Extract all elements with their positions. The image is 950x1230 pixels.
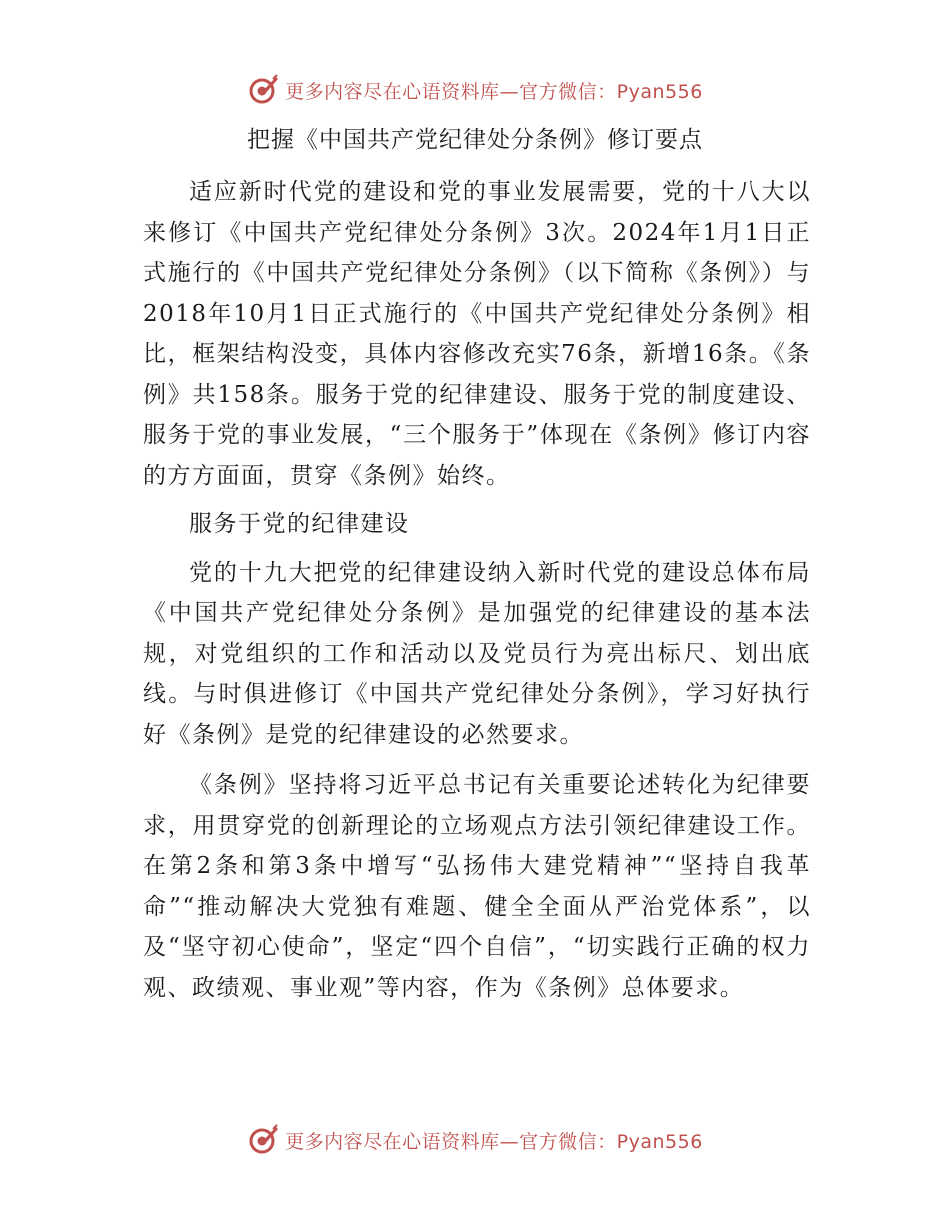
- document-body: [143, 172, 811, 1008]
- header-watermark-banner: [0, 70, 950, 110]
- quill-logo-icon: [247, 73, 281, 107]
- paragraph-discipline: 党的十九大把党的纪律建设纳入新时代党的建设总体布局《中国共产党纪律处分条例》是加强党的纪律建设的基本法规，对党组织的工作和活动以及党员行为亮出标尺、划出底线。与时俱进修订《中国共产党纪律处分条例》，学习好执行好《条例》是党的纪律建设的必然要求。: [143, 559, 811, 748]
- footer-watermark-banner: [0, 1120, 950, 1160]
- watermark-text: 更多内容尽在心语资料库—官方微信：Pyan556: [285, 1130, 703, 1153]
- watermark-text: 更多内容尽在心语资料库—官方微信：Pyan556: [285, 80, 703, 103]
- document-title: 把握《中国共产党纪律处分条例》修订要点: [247, 127, 703, 153]
- paragraph-intro: 适应新时代党的建设和党的事业发展需要，党的十八大以来修订《中国共产党纪律处分条例》3次。2024年1月1日正式施行的《中国共产党纪律处分条例》（以下简称《条例》）与2018年10月1日正式施行的《中国共产党纪律处分条例》相比，框架结构没变，具体内容修改充实76条，新增16条。《条例》共158条。服务于党的纪律建设、服务于党的制度建设、服务于党的事业发展，“三个服务于”体现在《条例》修订内容的方方面面，贯穿《条例》始终。: [143, 179, 811, 489]
- paragraph-requirements: 《条例》坚持将习近平总书记有关重要论述转化为纪律要求，用贯穿党的创新理论的立场观点方法引领纪律建设工作。在第2条和第3条中增写“弘扬伟大建党精神”“坚持自我革命”“推动解决大党独有难题、健全全面从严治党体系”，以及“坚守初心使命”，坚定“四个自信”，“切实践行正确的权力观、政绩观、事业观”等内容，作为《条例》总体要求。: [143, 772, 811, 1001]
- section-heading: 服务于党的纪律建设: [189, 511, 410, 537]
- quill-logo-icon: [247, 1123, 281, 1157]
